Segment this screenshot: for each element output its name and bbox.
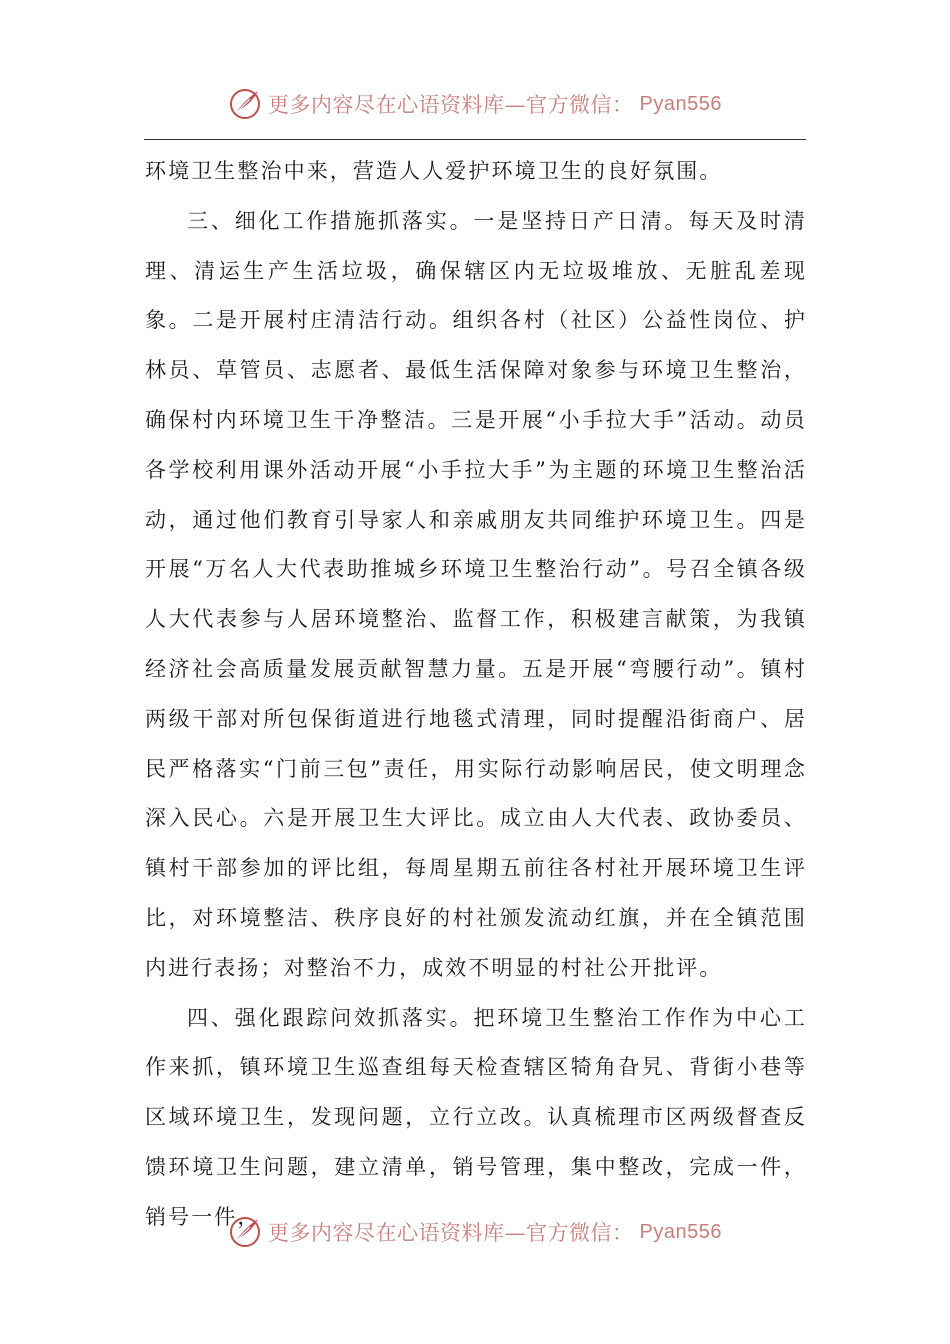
paragraph-section-4: 四、强化跟踪问效抓落实。把环境卫生整治工作作为中心工作来抓，镇环境卫生巡查组每天检查辖区犄角旮旯、背街小巷等区域环境卫生，发现问题，立行立改。认真梳理市区两级督查反馈环境卫生问题，建立清单，销号管理，集中整改，完成一件，销号一件， — [145, 1005, 807, 1229]
footer-watermark-id: Pyan556 — [639, 1220, 722, 1243]
paragraph-continuation: 环境卫生整治中来，营造人人爱护环境卫生的良好氛围。 — [145, 159, 723, 183]
header-watermark-text: 更多内容尽在心语资料库—官方微信： — [268, 93, 634, 117]
header-watermark — [0, 84, 950, 124]
footer-watermark — [0, 1212, 950, 1252]
header-watermark-id: Pyan556 — [639, 92, 722, 115]
paragraph-section-3: 三、细化工作措施抓落实。一是坚持日产日清。每天及时清理、清运生产生活垃圾，确保辖区内无垃圾堆放、无脏乱差现象。二是开展村庄清洁行动。组织各村（社区）公益性岗位、护林员、草管员、志愿者、最低生活保障对象参与环境卫生整治，确保村内环境卫生干净整洁。三是开展“小手拉大手”活动。动员各学校利用课外活动开展“小手拉大手”为主题的环境卫生整治活动，通过他们教育引导家人和亲戚朋友共同维护环境卫生。四是开展“万名人大代表助推城乡环境卫生整治行动”。号召全镇各级人大代表参与人居环境整治、监督工作，积极建言献策，为我镇经济社会高质量发展贡献智慧力量。五是开展“弯腰行动”。镇村两级干部对所包保街道进行地毯式清理，同时提醒沿街商户、居民严格落实“门前三包”责任，用实际行动影响居民，使文明理念深入民心。六是开展卫生大评比。成立由人大代表、政协委员、镇村干部参加的评比组，每周星期五前往各村社开展环境卫生评比，对环境整洁、秩序良好的村社颁发流动红旗，并在全镇范围内进行表扬；对整治不力，成效不明显的村社公开批评。 — [145, 208, 807, 980]
footer-watermark-text: 更多内容尽在心语资料库—官方微信： — [268, 1221, 634, 1245]
quill-logo-icon — [228, 1215, 262, 1249]
header-divider — [144, 139, 806, 140]
document-body — [145, 147, 807, 1243]
quill-logo-icon — [228, 87, 262, 121]
